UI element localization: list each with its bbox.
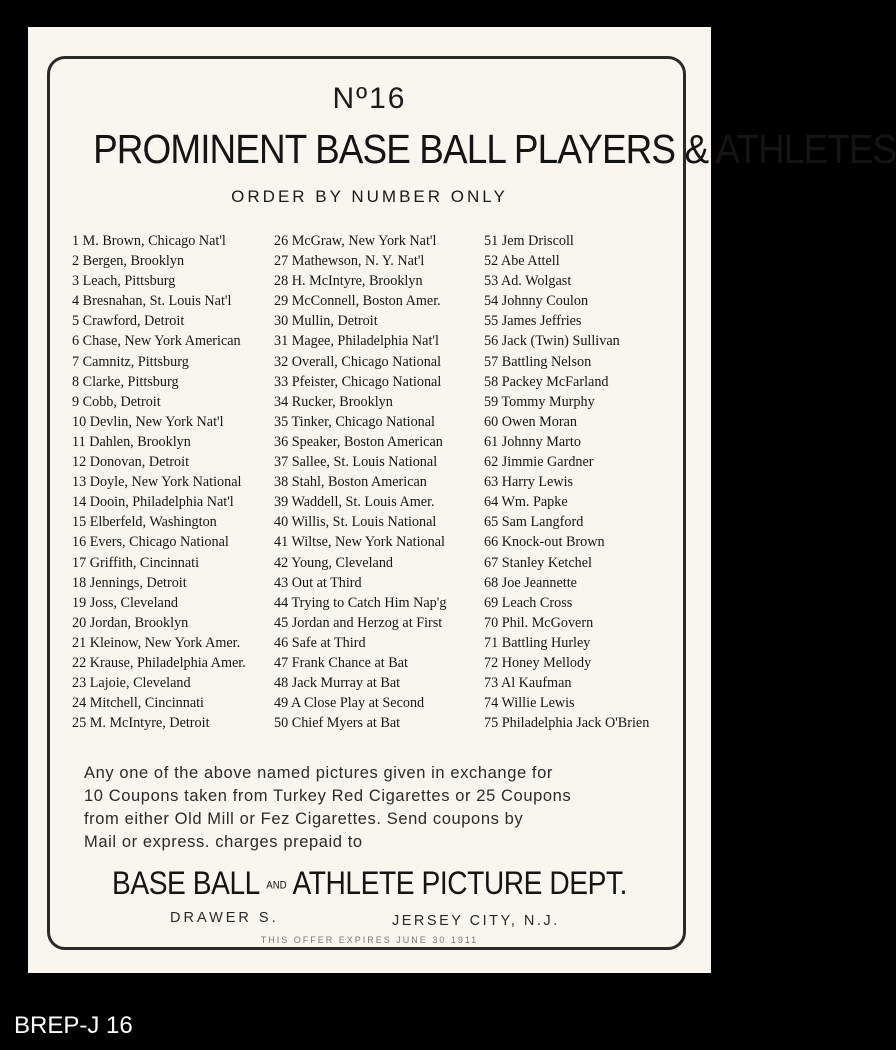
list-item: 4 Bresnahan, St. Louis Nat'l bbox=[72, 293, 232, 310]
list-item: 42 Young, Cleveland bbox=[274, 554, 394, 571]
department-name bbox=[69, 865, 670, 902]
list-item: 44 Trying to Catch Him Nap'g bbox=[274, 594, 447, 611]
list-item: 50 Chief Myers at Bat bbox=[274, 715, 401, 732]
list-item: 35 Tinker, Chicago National bbox=[274, 413, 436, 430]
list-item: 55 James Jeffries bbox=[484, 313, 582, 330]
card-back bbox=[28, 27, 896, 973]
list-item: 17 Griffith, Cincinnati bbox=[72, 554, 200, 571]
list-item: 59 Tommy Murphy bbox=[484, 393, 595, 410]
list-item: 30 Mullin, Detroit bbox=[274, 313, 378, 330]
list-item: 48 Jack Murray at Bat bbox=[274, 675, 401, 692]
list-item: 28 H. McIntyre, Brooklyn bbox=[274, 273, 423, 290]
list-item: 49 A Close Play at Second bbox=[274, 695, 425, 712]
list-item: 20 Jordan, Brooklyn bbox=[72, 614, 189, 631]
list-item: 36 Speaker, Boston American bbox=[274, 433, 443, 450]
list-item: 13 Doyle, New York National bbox=[72, 474, 242, 491]
list-item: 12 Donovan, Detroit bbox=[72, 454, 190, 471]
list-item: 19 Joss, Cleveland bbox=[72, 594, 179, 611]
list-item: 22 Krause, Philadelphia Amer. bbox=[72, 654, 246, 671]
list-item: 45 Jordan and Herzog at First bbox=[274, 614, 443, 631]
list-item: 27 Mathewson, N. Y. Nat'l bbox=[274, 253, 425, 270]
drawer-address: DRAWER S. bbox=[170, 910, 279, 926]
list-item: 32 Overall, Chicago National bbox=[274, 353, 442, 370]
department-name-and: AND bbox=[266, 879, 287, 892]
list-item: 34 Rucker, Brooklyn bbox=[274, 393, 393, 410]
offer-text bbox=[84, 762, 664, 854]
list-item: 26 McGraw, New York Nat'l bbox=[274, 233, 437, 249]
list-item: 41 Wiltse, New York National bbox=[274, 534, 445, 551]
list-item: 66 Knock-out Brown bbox=[484, 534, 605, 551]
list-item: 33 Pfeister, Chicago National bbox=[274, 373, 442, 390]
list-item: 53 Ad. Wolgast bbox=[484, 273, 572, 290]
list-item: 8 Clarke, Pittsburg bbox=[72, 373, 179, 390]
list-item: 5 Crawford, Detroit bbox=[72, 313, 185, 330]
list-item: 69 Leach Cross bbox=[484, 594, 573, 611]
card-number: Nº16 bbox=[332, 82, 407, 115]
catalog-label: BREP-J 16 bbox=[14, 1012, 133, 1039]
list-item: 47 Frank Chance at Bat bbox=[274, 654, 408, 671]
list-item: 61 Johnny Marto bbox=[484, 433, 581, 450]
list-item: 73 Al Kaufman bbox=[484, 675, 572, 692]
list-item: 7 Camnitz, Pittsburg bbox=[72, 353, 189, 370]
list-item: 74 Willie Lewis bbox=[484, 695, 575, 712]
list-item: 1 M. Brown, Chicago Nat'l bbox=[72, 233, 226, 249]
list-item: 39 Waddell, St. Louis Amer. bbox=[274, 494, 435, 511]
list-item: 43 Out at Third bbox=[274, 574, 362, 591]
list-item: 75 Philadelphia Jack O'Brien bbox=[484, 715, 650, 732]
list-item: 52 Abe Attell bbox=[484, 253, 560, 270]
list-item: 68 Joe Jeannette bbox=[484, 574, 577, 591]
list-item: 37 Sallee, St. Louis National bbox=[274, 454, 438, 471]
list-item: 14 Dooin, Philadelphia Nat'l bbox=[72, 494, 234, 511]
card-subtitle: ORDER BY NUMBER ONLY bbox=[231, 187, 508, 206]
card-title: PROMINENT BASE BALL PLAYERS & ATHLETES bbox=[93, 126, 896, 172]
list-item: 40 Willis, St. Louis National bbox=[274, 514, 437, 531]
list-item: 25 M. McIntyre, Detroit bbox=[72, 715, 210, 732]
list-item: 24 Mitchell, Cincinnati bbox=[72, 695, 205, 712]
player-list-column-3 bbox=[484, 231, 649, 733]
list-item: 18 Jennings, Detroit bbox=[72, 574, 187, 591]
list-item: 64 Wm. Papke bbox=[484, 494, 568, 511]
list-item: 71 Battling Hurley bbox=[484, 634, 591, 651]
list-item: 23 Lajoie, Cleveland bbox=[72, 675, 191, 692]
list-item: 3 Leach, Pittsburg bbox=[72, 273, 176, 290]
list-item: 62 Jimmie Gardner bbox=[484, 454, 594, 471]
list-item: 31 Magee, Philadelphia Nat'l bbox=[274, 333, 439, 350]
list-item: 70 Phil. McGovern bbox=[484, 614, 594, 631]
offer-line: Mail or express. charges prepaid to bbox=[84, 833, 363, 851]
list-item: 16 Evers, Chicago National bbox=[72, 534, 229, 551]
department-name-part: BASE BALL bbox=[112, 865, 259, 901]
list-item: 72 Honey Mellody bbox=[484, 654, 592, 671]
offer-expiry: THIS OFFER EXPIRES JUNE 30 1911 bbox=[260, 935, 479, 945]
list-item: 38 Stahl, Boston American bbox=[274, 474, 427, 491]
list-item: 57 Battling Nelson bbox=[484, 353, 592, 370]
list-item: 6 Chase, New York American bbox=[72, 333, 241, 350]
list-item: 2 Bergen, Brooklyn bbox=[72, 253, 185, 270]
list-item: 9 Cobb, Detroit bbox=[72, 393, 161, 410]
list-item: 11 Dahlen, Brooklyn bbox=[72, 433, 191, 450]
list-item: 56 Jack (Twin) Sullivan bbox=[484, 333, 620, 350]
player-list-column-2 bbox=[274, 231, 446, 733]
city-address: JERSEY CITY, N.J. bbox=[392, 913, 560, 929]
list-item: 63 Harry Lewis bbox=[484, 474, 574, 491]
offer-line: 10 Coupons taken from Turkey Red Cigarettes or 25 Coupons bbox=[84, 787, 572, 805]
list-item: 58 Packey McFarland bbox=[484, 373, 609, 390]
list-item: 10 Devlin, New York Nat'l bbox=[72, 413, 224, 430]
list-item: 15 Elberfeld, Washington bbox=[72, 514, 217, 531]
offer-line: from either Old Mill or Fez Cigarettes. Send coupons by bbox=[84, 810, 524, 828]
department-name-part: ATHLETE PICTURE DEPT. bbox=[292, 865, 627, 901]
list-item: 29 McConnell, Boston Amer. bbox=[274, 293, 441, 310]
list-item: 60 Owen Moran bbox=[484, 413, 577, 430]
list-item: 21 Kleinow, New York Amer. bbox=[72, 634, 241, 651]
list-item: 67 Stanley Ketchel bbox=[484, 554, 592, 571]
list-item: 51 Jem Driscoll bbox=[484, 233, 574, 249]
list-item: 54 Johnny Coulon bbox=[484, 293, 589, 310]
offer-line: Any one of the above named pictures given in exchange for bbox=[84, 764, 553, 782]
list-item: 65 Sam Langford bbox=[484, 514, 584, 531]
player-list-column-1 bbox=[72, 231, 246, 733]
list-item: 46 Safe at Third bbox=[274, 634, 366, 651]
